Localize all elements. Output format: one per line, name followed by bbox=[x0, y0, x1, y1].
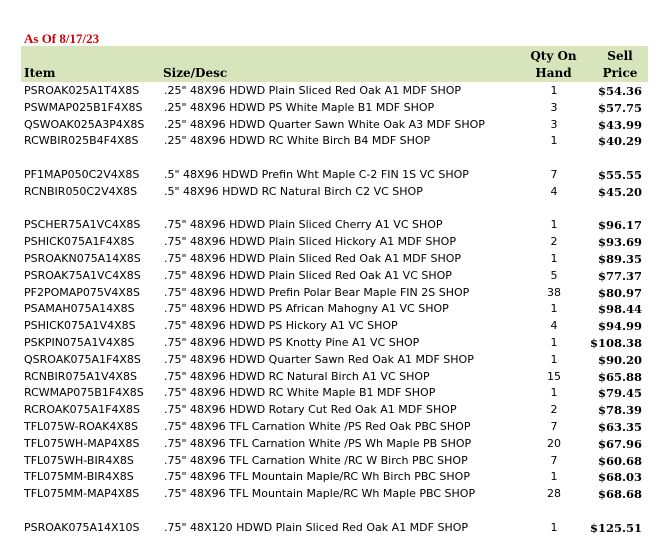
sell-price: $125.51 bbox=[589, 520, 642, 535]
table-row bbox=[21, 385, 648, 402]
sell-price: $90.20 bbox=[597, 352, 642, 367]
qty-on-hand: 1 bbox=[550, 470, 558, 484]
size-desc: .75" 48X96 HDWD PS Hickory A1 VC SHOP bbox=[164, 319, 398, 333]
header-qty-on-hand bbox=[515, 48, 592, 82]
size-desc: .75" 48X96 HDWD Prefin Polar Bear Maple FIN 2S SHOP bbox=[164, 285, 470, 299]
size-desc: .25" 48X96 HDWD Quarter Sawn White Oak A3 MDF SHOP bbox=[164, 117, 485, 131]
sell-price: $54.36 bbox=[597, 84, 642, 98]
sell-price: $77.37 bbox=[597, 268, 642, 283]
qty-on-hand: 3 bbox=[550, 117, 558, 131]
spacer-row bbox=[21, 150, 648, 167]
item-code: PSROAKN075A14X8S bbox=[24, 251, 141, 265]
item-code: RCROAK075A1F4X8S bbox=[24, 403, 140, 417]
item-code: RCWMAP075B1F4X8S bbox=[24, 386, 144, 400]
size-desc: .75" 48X120 HDWD Plain Sliced Red Oak A1 MDF SHOP bbox=[164, 520, 469, 534]
table-row bbox=[21, 234, 648, 251]
sell-price: $55.55 bbox=[597, 167, 642, 182]
header-sell-line1: Sell bbox=[607, 49, 633, 63]
size-desc: .5" 48X96 HDWD Prefin Wht Maple C-2 FIN 1S VC SHOP bbox=[164, 167, 469, 181]
sell-price: $93.69 bbox=[597, 235, 642, 250]
size-desc: .75" 48X96 HDWD RC White Maple B1 MDF SHOP bbox=[164, 386, 436, 400]
size-desc: .75" 48X96 TFL Carnation White /PS Wh Maple PB SHOP bbox=[164, 436, 472, 450]
table-row bbox=[21, 251, 648, 268]
size-desc: .75" 48X96 HDWD Rotary Cut Red Oak A1 MDF SHOP bbox=[164, 403, 457, 417]
item-code: TFL075MM-BIR4X8S bbox=[24, 470, 134, 484]
sell-price: $98.44 bbox=[597, 302, 642, 317]
sell-price: $108.38 bbox=[589, 335, 642, 350]
qty-on-hand: 1 bbox=[550, 386, 558, 400]
table-row bbox=[21, 167, 648, 184]
sell-price: $89.35 bbox=[597, 251, 642, 266]
sell-price: $67.96 bbox=[597, 436, 642, 451]
table-row bbox=[21, 453, 648, 470]
qty-on-hand: 1 bbox=[550, 251, 558, 265]
table-row bbox=[21, 436, 648, 453]
item-code: TFL075W-ROAK4X8S bbox=[24, 419, 138, 433]
size-desc: .75" 48X96 HDWD PS African Mahogny A1 VC SHOP bbox=[164, 302, 449, 316]
table-row bbox=[21, 318, 648, 335]
header-sell-price bbox=[595, 48, 645, 82]
size-desc: .25" 48X96 HDWD Plain Sliced Red Oak A1 MDF SHOP bbox=[164, 84, 462, 97]
item-code: PF2POMAP075V4X8S bbox=[24, 285, 140, 299]
size-desc: .25" 48X96 HDWD RC White Birch B4 MDF SHOP bbox=[164, 134, 431, 148]
table-row bbox=[21, 402, 648, 419]
qty-on-hand: 15 bbox=[547, 369, 561, 383]
item-code: QSWOAK025A3P4X8S bbox=[24, 117, 145, 131]
table-row bbox=[21, 100, 648, 117]
item-code: PSHICK075A1V4X8S bbox=[24, 319, 136, 333]
item-code: PSHICK075A1F4X8S bbox=[24, 235, 135, 249]
qty-on-hand: 1 bbox=[550, 302, 558, 316]
qty-on-hand: 1 bbox=[550, 335, 558, 349]
qty-on-hand: 20 bbox=[547, 436, 561, 450]
qty-on-hand: 7 bbox=[550, 419, 558, 433]
sell-price: $57.75 bbox=[597, 100, 642, 115]
table-row bbox=[21, 217, 648, 234]
size-desc: .75" 48X96 HDWD Plain Sliced Red Oak A1 VC SHOP bbox=[164, 268, 452, 282]
size-desc: .75" 48X96 HDWD Plain Sliced Red Oak A1 MDF SHOP bbox=[164, 251, 462, 265]
item-code: QSROAK075A1F4X8S bbox=[24, 352, 141, 366]
header-qty-line2: Hand bbox=[535, 66, 572, 80]
qty-on-hand: 3 bbox=[550, 100, 558, 114]
size-desc: .75" 48X96 TFL Carnation White /PS Red Oak PBC SHOP bbox=[164, 419, 471, 433]
qty-on-hand: 1 bbox=[550, 84, 558, 97]
sell-price: $68.03 bbox=[597, 470, 642, 485]
table-row bbox=[21, 520, 648, 537]
table-row bbox=[21, 419, 648, 436]
item-code: RCWBIR025B4F4X8S bbox=[24, 134, 139, 148]
sell-price: $45.20 bbox=[597, 184, 642, 199]
qty-on-hand: 7 bbox=[550, 453, 558, 467]
table-row bbox=[21, 285, 648, 302]
item-code: PF1MAP050C2V4X8S bbox=[24, 167, 140, 181]
header-item: Item bbox=[24, 66, 56, 80]
sell-price: $65.88 bbox=[597, 369, 642, 384]
spacer-row bbox=[21, 201, 648, 218]
header-sell-line2: Price bbox=[602, 66, 638, 80]
sell-price: $43.99 bbox=[597, 117, 642, 132]
table-body bbox=[21, 83, 648, 537]
qty-on-hand: 1 bbox=[550, 218, 558, 232]
table-row bbox=[21, 184, 648, 201]
item-code: PSROAK75A1VC4X8S bbox=[24, 268, 141, 282]
qty-on-hand: 4 bbox=[550, 319, 558, 333]
as-of-date: As Of 8/17/23 bbox=[24, 31, 100, 46]
item-code: PSKPIN075A1V4X8S bbox=[24, 335, 135, 349]
item-code: PSCHER75A1VC4X8S bbox=[24, 218, 141, 232]
size-desc: .75" 48X96 TFL Carnation White /RC W Birch PBC SHOP bbox=[164, 453, 468, 467]
table-row bbox=[21, 83, 648, 100]
size-desc: .25" 48X96 HDWD PS White Maple B1 MDF SHOP bbox=[164, 100, 435, 114]
size-desc: .75" 48X96 HDWD RC Natural Birch A1 VC SHOP bbox=[164, 369, 430, 383]
item-code: PSWMAP025B1F4X8S bbox=[24, 100, 143, 114]
size-desc: .75" 48X96 TFL Mountain Maple/RC Wh Birch PBC SHOP bbox=[164, 470, 470, 484]
table-row bbox=[21, 301, 648, 318]
item-code: TFL075WH-MAP4X8S bbox=[24, 436, 140, 450]
qty-on-hand: 5 bbox=[550, 268, 558, 282]
qty-on-hand: 1 bbox=[550, 134, 558, 148]
qty-on-hand: 2 bbox=[550, 235, 558, 249]
qty-on-hand: 7 bbox=[550, 167, 558, 181]
sell-price: $68.68 bbox=[597, 487, 642, 502]
table-row bbox=[21, 352, 648, 369]
size-desc: .5" 48X96 HDWD RC Natural Birch C2 VC SHOP bbox=[164, 184, 423, 198]
item-code: PSROAK025A1T4X8S bbox=[24, 84, 140, 97]
sell-price: $63.35 bbox=[597, 419, 642, 434]
item-code: PSAMAH075A14X8S bbox=[24, 302, 135, 316]
item-code: RCNBIR050C2V4X8S bbox=[24, 184, 138, 198]
table-row bbox=[21, 133, 648, 150]
item-code: RCNBIR075A1V4X8S bbox=[24, 369, 137, 383]
item-code: PSROAK075A14X10S bbox=[24, 520, 140, 534]
table-row bbox=[21, 335, 648, 352]
qty-on-hand: 28 bbox=[547, 487, 561, 501]
sell-price: $79.45 bbox=[597, 386, 642, 401]
sell-price: $78.39 bbox=[597, 403, 642, 418]
header-qty-line1: Qty On bbox=[530, 49, 577, 63]
qty-on-hand: 4 bbox=[550, 184, 558, 198]
table-row bbox=[21, 486, 648, 503]
item-code: TFL075MM-MAP4X8S bbox=[24, 487, 140, 501]
item-code: TFL075WH-BIR4X8S bbox=[24, 453, 134, 467]
table-header bbox=[21, 46, 648, 82]
size-desc: .75" 48X96 HDWD Plain Sliced Cherry A1 VC SHOP bbox=[164, 218, 443, 232]
qty-on-hand: 1 bbox=[550, 352, 558, 366]
table-row bbox=[21, 117, 648, 134]
table-row bbox=[21, 369, 648, 386]
sell-price: $60.68 bbox=[597, 453, 642, 468]
qty-on-hand: 38 bbox=[547, 285, 561, 299]
qty-on-hand: 2 bbox=[550, 403, 558, 417]
table-row bbox=[21, 469, 648, 486]
size-desc: .75" 48X96 TFL Mountain Maple/RC Wh Maple PBC SHOP bbox=[164, 487, 476, 501]
spacer-row bbox=[21, 503, 648, 520]
sell-price: $96.17 bbox=[597, 218, 642, 233]
table-row bbox=[21, 268, 648, 285]
size-desc: .75" 48X96 HDWD PS Knotty Pine A1 VC SHOP bbox=[164, 335, 420, 349]
size-desc: .75" 48X96 HDWD Plain Sliced Hickory A1 MDF SHOP bbox=[164, 235, 456, 249]
sell-price: $40.29 bbox=[597, 134, 642, 149]
sell-price: $94.99 bbox=[597, 319, 642, 334]
qty-on-hand: 1 bbox=[550, 520, 558, 534]
size-desc: .75" 48X96 HDWD Quarter Sawn Red Oak A1 MDF SHOP bbox=[164, 352, 474, 366]
header-size-desc: Size/Desc bbox=[163, 66, 228, 80]
sell-price: $80.97 bbox=[597, 285, 642, 300]
